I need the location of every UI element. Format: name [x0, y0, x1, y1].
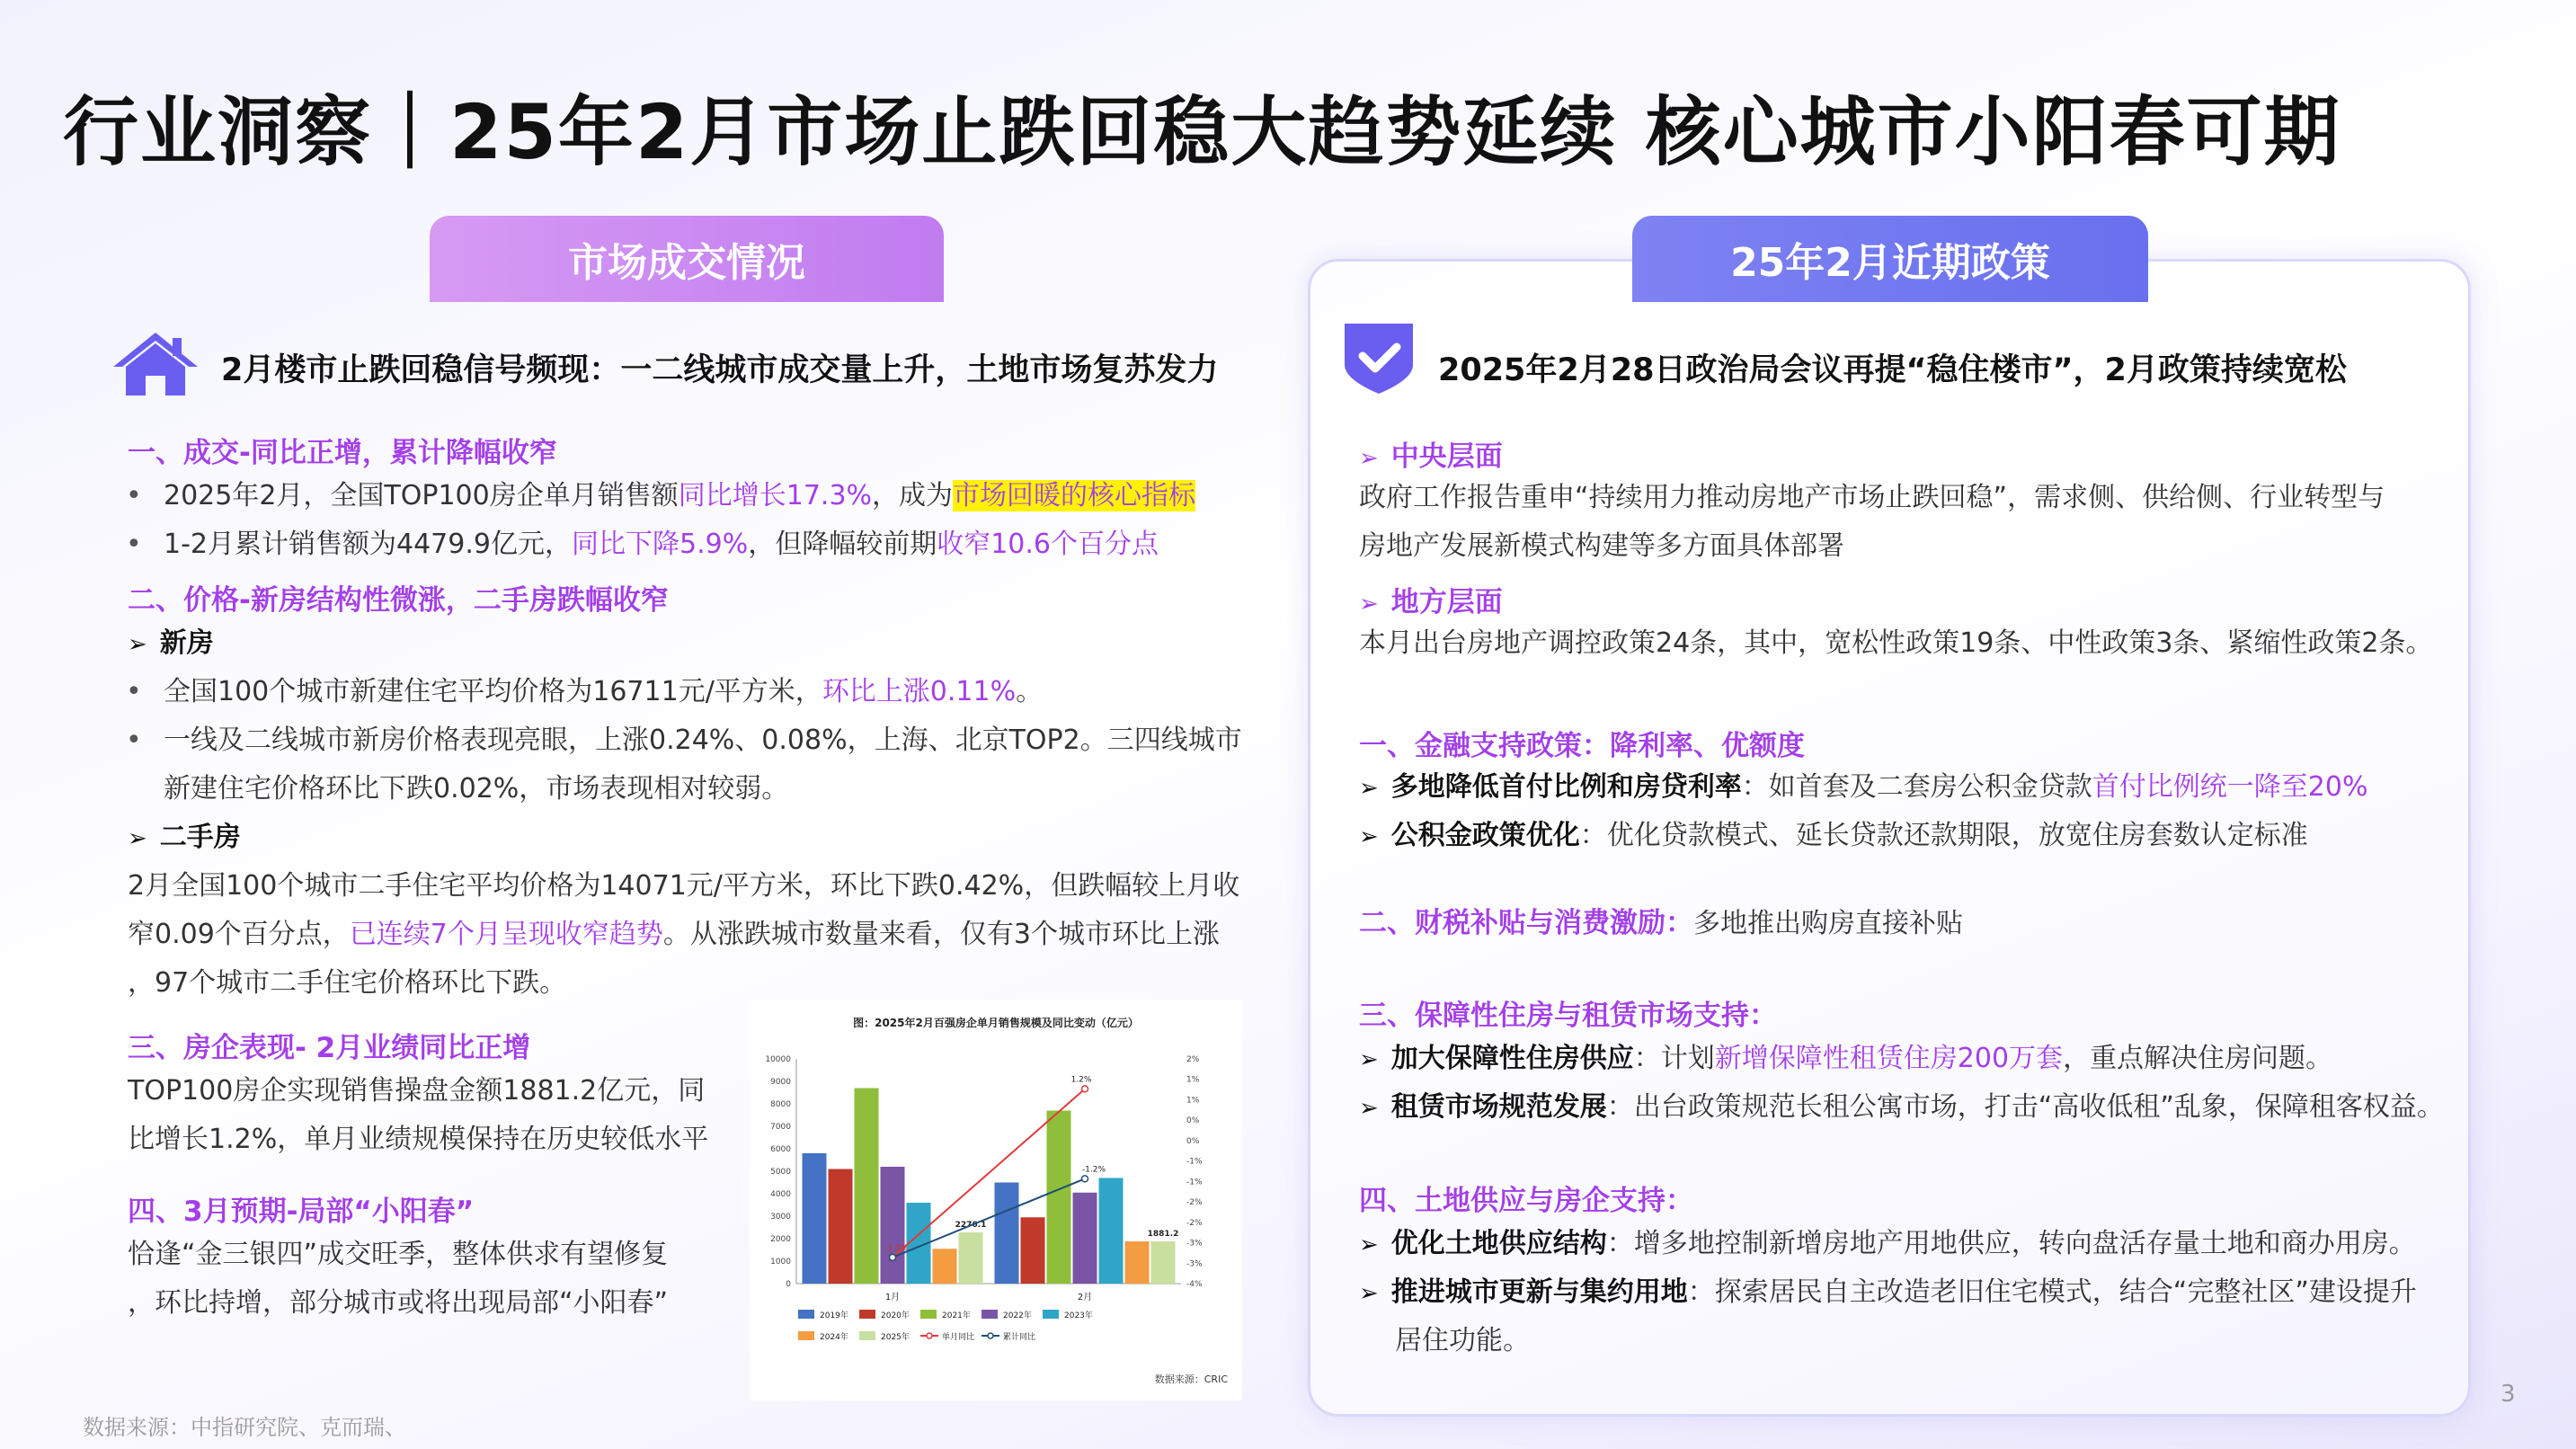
legend-swatch — [798, 1331, 814, 1340]
data-label: -3.3% — [884, 1243, 909, 1253]
y-tick-label: 2000 — [770, 1235, 791, 1244]
policy-1-title: 一、金融支持政策：降利率、优额度 — [1359, 730, 1805, 762]
left-heading: 2月楼市止跌回稳信号频现：一二线城市成交量上升，土地市场复苏发力 — [221, 352, 1219, 388]
paragraph-line: TOP100房企实现销售操盘金额1881.2亿元，同 — [128, 1075, 706, 1107]
list-item-continued: 新建住宅价格环比下跌0.02%，市场表现相对较弱。 — [164, 773, 789, 805]
list-item: ➢ 多地降低首付比例和房贷利率：如首套及二套房公积金贷款首付比例统一降至20% — [1359, 771, 2368, 803]
bar — [933, 1249, 957, 1284]
data-label: 1881.2 — [1147, 1229, 1179, 1239]
tab-recent-policy: 25年2月近期政策 — [1632, 216, 2148, 302]
y-tick-label: 4000 — [770, 1190, 791, 1199]
list-item: • 一线及二线城市新房价格表现亮眼，上涨0.24%、0.08%，上海、北京TOP2。三四线城市 — [126, 724, 1242, 756]
bar — [1151, 1241, 1176, 1284]
y2-tick-label: -4% — [1186, 1280, 1203, 1289]
legend-label: 2023年 — [1064, 1311, 1093, 1320]
policy-2: 二、财税补贴与消费激励：多地推出购房直接补贴 — [1359, 907, 1963, 939]
paragraph-line: 恰逢“金三银四”成交旺季，整体供求有望修复 — [128, 1239, 669, 1270]
y2-tick-label: 0% — [1186, 1136, 1200, 1146]
bar — [829, 1169, 853, 1285]
paragraph-line: ，环比持增，部分城市或将出现局部“小阳春” — [128, 1287, 669, 1319]
subheading-used-homes: ➢ 二手房 — [128, 822, 241, 853]
y2-tick-label: 1% — [1186, 1075, 1200, 1085]
x-tick-label: 1月 — [884, 1293, 901, 1302]
list-item: ➢ 公积金政策优化：优化贷款模式、延长贷款还款期限，放宽住房套数认定标准 — [1359, 820, 2308, 851]
paragraph-line: ，97个城市二手住宅价格环比下跌。 — [128, 967, 567, 999]
footer-source: 数据来源：中指研究院、克而瑞、 — [83, 1415, 406, 1440]
bar — [1099, 1178, 1124, 1285]
y2-tick-label: -1% — [1186, 1157, 1203, 1167]
section-1-title: 一、成交-同比正增，累计降幅收窄 — [128, 437, 557, 469]
section-3-title: 三、房企表现- 2月业绩同比正增 — [128, 1032, 531, 1064]
list-item: • 2025年2月，全国TOP100房企单月销售额同比增长17.3%，成为市场回暖的核心指标 — [126, 480, 1196, 511]
legend-label: 2019年 — [820, 1311, 848, 1320]
y2-tick-label: 2% — [1186, 1055, 1200, 1064]
legend-swatch — [798, 1310, 814, 1319]
sales-chart-svg — [750, 1000, 1242, 1400]
legend-swatch — [859, 1331, 875, 1340]
legend-swatch — [927, 1333, 932, 1338]
data-label: 2276.1 — [955, 1221, 987, 1231]
right-heading: 2025年2月28日政治局会议再提“稳住楼市”，2月政策持续宽松 — [1438, 352, 2347, 388]
y-tick-label: 5000 — [770, 1168, 791, 1177]
list-item-continued: 居住功能。 — [1395, 1325, 1530, 1356]
y-tick-label: 6000 — [770, 1145, 791, 1154]
chart-source: 数据来源：CRIC — [1154, 1373, 1228, 1385]
y-tick-label: 0 — [786, 1280, 791, 1289]
bar — [855, 1089, 879, 1285]
list-item: • 全国100个城市新建住宅平均价格为16711元/平方米，环比上涨0.11%。 — [126, 676, 1044, 707]
page-title: 行业洞察｜25年2月市场止跌回稳大趋势延续 核心城市小阳春可期 — [63, 88, 2341, 176]
sales-chart — [750, 1000, 1242, 1400]
series-point — [1082, 1176, 1088, 1182]
y-tick-label: 7000 — [770, 1123, 791, 1132]
y2-tick-label: -2% — [1186, 1198, 1203, 1208]
policy-3-title: 三、保障性住房与租赁市场支持： — [1359, 1000, 1777, 1032]
x-tick-label: 2月 — [1077, 1293, 1093, 1302]
data-label: 1.2% — [1070, 1075, 1092, 1085]
shield-check-icon — [1339, 320, 1418, 396]
bar — [803, 1153, 827, 1284]
house-icon — [111, 331, 200, 397]
legend-label: 2025年 — [881, 1333, 910, 1342]
legend-swatch — [1043, 1310, 1059, 1319]
legend-label: 2021年 — [942, 1311, 971, 1320]
series-point — [1082, 1086, 1088, 1092]
bar — [1125, 1241, 1150, 1284]
bar — [881, 1167, 905, 1284]
legend-label: 2022年 — [1003, 1311, 1032, 1320]
bar — [959, 1232, 983, 1284]
paragraph-line: 房地产发展新模式构建等多方面具体部署 — [1359, 530, 1844, 562]
y-tick-label: 10000 — [765, 1055, 791, 1064]
legend-swatch — [988, 1333, 993, 1338]
y-tick-label: 1000 — [770, 1258, 791, 1267]
legend-label: 累计同比 — [1003, 1333, 1036, 1342]
y2-tick-label: -1% — [1186, 1178, 1203, 1187]
y-tick-label: 8000 — [770, 1100, 791, 1109]
y-tick-label: 9000 — [770, 1078, 791, 1087]
bar — [995, 1183, 1019, 1285]
section-4-title: 四、3月预期-局部“小阳春” — [128, 1196, 475, 1228]
list-item: ➢ 推进城市更新与集约用地：探索居民自主改造老旧住宅模式，结合“完整社区”建设提升 — [1359, 1276, 2417, 1308]
list-item: ➢ 租赁市场规范发展：出台政策规范长租公寓市场，打击“高收低租”乱象，保障租客权益。 — [1359, 1091, 2444, 1123]
legend-label: 2024年 — [820, 1333, 848, 1342]
bar — [1073, 1193, 1097, 1284]
policy-4-title: 四、土地供应与房企支持： — [1359, 1185, 1693, 1217]
legend-swatch — [859, 1310, 875, 1319]
y2-tick-label: -3% — [1186, 1239, 1203, 1249]
subheading-new-homes: ➢ 新房 — [128, 627, 214, 659]
legend-swatch — [982, 1310, 998, 1319]
y2-tick-label: -3% — [1186, 1259, 1203, 1269]
bar — [1021, 1217, 1045, 1284]
page-number: 3 — [2500, 1381, 2516, 1408]
paragraph-line: 比增长1.2%，单月业绩规模保持在历史较低水平 — [128, 1124, 709, 1155]
paragraph-line: 2月全国100个城市二手住宅平均价格为14071元/平方米，环比下跌0.42%，但跌幅较上月收 — [128, 870, 1240, 902]
paragraph-line: 本月出台房地产调控政策24条，其中，宽松性政策19条、中性政策3条、紧缩性政策2条。 — [1359, 627, 2433, 659]
data-label: -1.2% — [1081, 1165, 1106, 1175]
chart-title: 图：2025年2月百强房企单月销售规模及同比变动（亿元） — [853, 1017, 1139, 1029]
paragraph-line: 政府工作报告重申“持续用力推动房地产市场止跌回稳”，需求侧、供给侧、行业转型与 — [1359, 482, 2385, 513]
tab-market-transactions: 市场成交情况 — [430, 216, 944, 302]
paragraph-line: 窄0.09个百分点，已连续7个月呈现收窄趋势。从涨跌城市数量来看，仅有3个城市环比上涨 — [128, 919, 1220, 950]
y2-tick-label: -2% — [1186, 1218, 1203, 1228]
central-level-label: ➢ 中央层面 — [1359, 440, 1503, 473]
list-item: ➢ 加大保障性住房供应：计划新增保障性租赁住房200万套，重点解决住房问题。 — [1359, 1043, 2333, 1074]
y-tick-label: 3000 — [770, 1213, 791, 1222]
y2-tick-label: 1% — [1186, 1096, 1200, 1106]
list-item: ➢ 优化土地供应结构：增多地控制新增房地产用地供应，转向盘活存量土地和商办用房。 — [1359, 1228, 2416, 1259]
legend-label: 2020年 — [881, 1311, 910, 1320]
series-point — [890, 1254, 896, 1260]
legend-swatch — [920, 1310, 937, 1319]
legend-label: 单月同比 — [942, 1333, 975, 1342]
section-2-title: 二、价格-新房结构性微涨，二手房跌幅收窄 — [128, 584, 669, 617]
list-item: • 1-2月累计销售额为4479.9亿元，同比下降5.9%，但降幅较前期收窄10.6个百分点 — [126, 529, 1159, 560]
bar — [1047, 1111, 1071, 1285]
y2-tick-label: 0% — [1186, 1116, 1200, 1126]
local-level-label: ➢ 地方层面 — [1359, 586, 1503, 618]
